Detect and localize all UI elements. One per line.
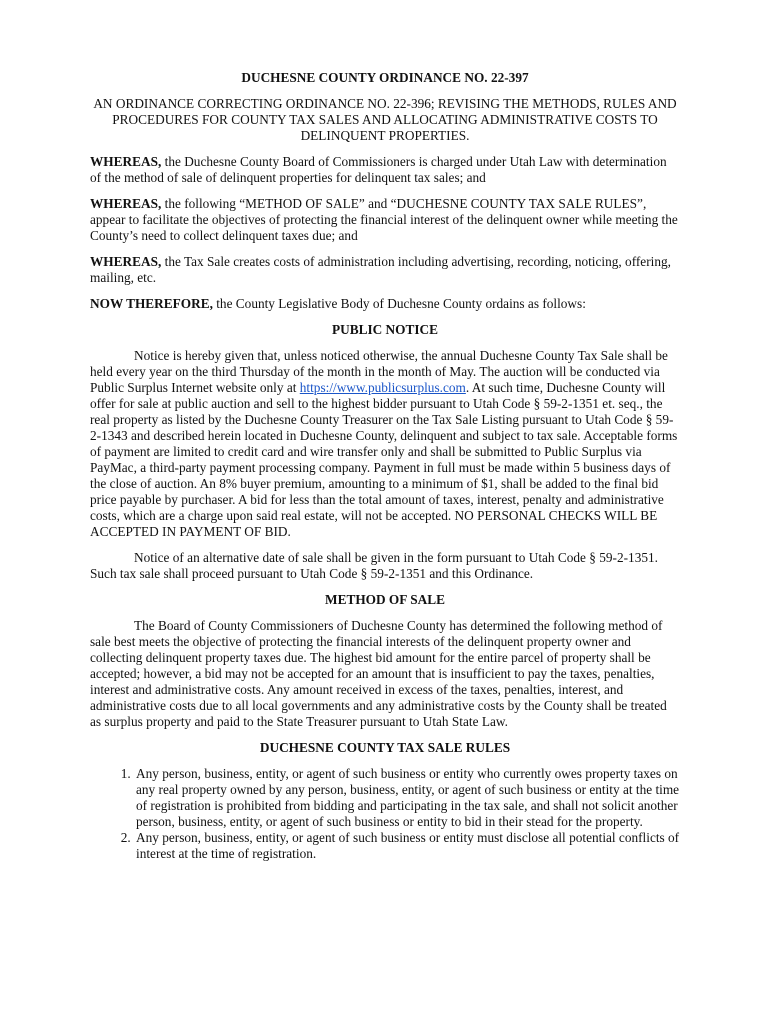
list-item: 2. Any person, business, entity, or agent of such business or entity must disclose all potential conflicts of interest at the time of registration.	[134, 830, 680, 862]
tax-sale-rules-list	[90, 766, 680, 862]
method-of-sale-heading: METHOD OF SALE	[325, 592, 445, 607]
now-therefore-text: the County Legislative Body of Duchesne County ordains as follows:	[212, 296, 586, 311]
whereas-paragraph-1	[90, 154, 680, 186]
now-therefore-lead: NOW THEREFORE,	[90, 296, 213, 311]
whereas-lead: WHEREAS,	[90, 196, 162, 211]
whereas-paragraph-3	[90, 254, 680, 286]
public-notice-paragraph-1	[90, 348, 680, 540]
whereas-lead: WHEREAS,	[90, 254, 162, 269]
now-therefore-paragraph	[90, 296, 680, 312]
public-notice-text-after-link: . At such time, Duchesne County will offer for sale at public auction and sell to the highest bidder pursuant to Utah Code § 59-2-1351 et. seq., the real property as listed by the Duchesne County Treasurer on the Tax Sale Listing pursuant to Utah Code § 59-2-1343 and described herein located in Duchesne County, delinquent and subject to tax sale. Acceptable forms of payment are limited to credit card and wire transfer only and shall be submitted to Public Surplus via PayMac, a third-party payment processing company. Payment in full must be made within 5 business days of the close of auction. An 8% buyer premium, amounting to a minimum of $1, shall be added to the final bid price payable by purchaser. A bid for less than the total amount of taxes, interest, penalty and administrative costs, which are a charge upon said real estate, will not be accepted. NO PERSONAL CHECKS WILL BE ACCEPTED IN PAYMENT OF BID.	[90, 380, 678, 539]
whereas-text: the following “METHOD OF SALE” and “DUCHESNE COUNTY TAX SALE RULES”, appear to facilitate the objectives of protecting the financial interest of the delinquent owner while meeting the County’s need to collect delinquent taxes due; and	[90, 196, 678, 243]
whereas-paragraph-2	[90, 196, 680, 244]
list-item: 1. Any person, business, entity, or agent of such business or entity who currently owes property taxes on any real property owned by any person, business, entity, or agent of such business or entity at the time of registration is prohibited from bidding and participating in the tax sale, and shall not solicit another person, business, entity, or agent of such business or entity to bid in their stead for the property.	[134, 766, 680, 830]
public-notice-paragraph-2: Notice of an alternative date of sale shall be given in the form pursuant to Utah Code § 59-2-1351. Such tax sale shall proceed pursuant to Utah Code § 59-2-1351 and this Ordinance.	[90, 550, 658, 581]
ordinance-subtitle: AN ORDINANCE CORRECTING ORDINANCE NO. 22-396; REVISING THE METHODS, RULES AND PROCEDURES FOR COUNTY TAX SALES AND ALLOCATING ADMINISTRATIVE COSTS TO DELINQUENT PROPERTIES.	[93, 96, 677, 143]
public-notice-heading: PUBLIC NOTICE	[331, 322, 439, 337]
public-notice-text-before-link: Notice is hereby given that, unless noticed otherwise, the annual Duchesne County Tax Sale shall be held every year on the third Thursday of the month in the month of May. The auction will be conducted via Public Surplus Internet website only at	[90, 348, 668, 395]
whereas-text: the Duchesne County Board of Commissioners is charged under Utah Law with determination of the method of sale of delinquent properties for delinquent tax sales; and	[90, 154, 667, 185]
ordinance-title: DUCHESNE COUNTY ORDINANCE NO. 22-397	[241, 70, 529, 85]
publicsurplus-link[interactable]: https://www.publicsurplus.com	[299, 380, 466, 395]
whereas-text: the Tax Sale creates costs of administration including advertising, recording, noticing, offering, mailing, etc.	[90, 254, 671, 285]
method-of-sale-paragraph: The Board of County Commissioners of Duchesne County has determined the following method of sale best meets the objective of protecting the financial interests of the delinquent property owner and collecting delinquent property taxes due. The highest bid amount for the entire parcel of property shall be accepted; however, a bid may not be accepted for an amount that is insufficient to pay the taxes, penalties, interest and administrative costs. Any amount received in excess of the taxes, penalties, interest, and administrative costs due to all local governments and any administrative costs by the County shall be treated as surplus property and paid to the State Treasurer pursuant to Utah State Law.	[90, 618, 667, 729]
whereas-lead: WHEREAS,	[90, 154, 162, 169]
tax-sale-rules-heading: DUCHESNE COUNTY TAX SALE RULES	[259, 740, 511, 755]
